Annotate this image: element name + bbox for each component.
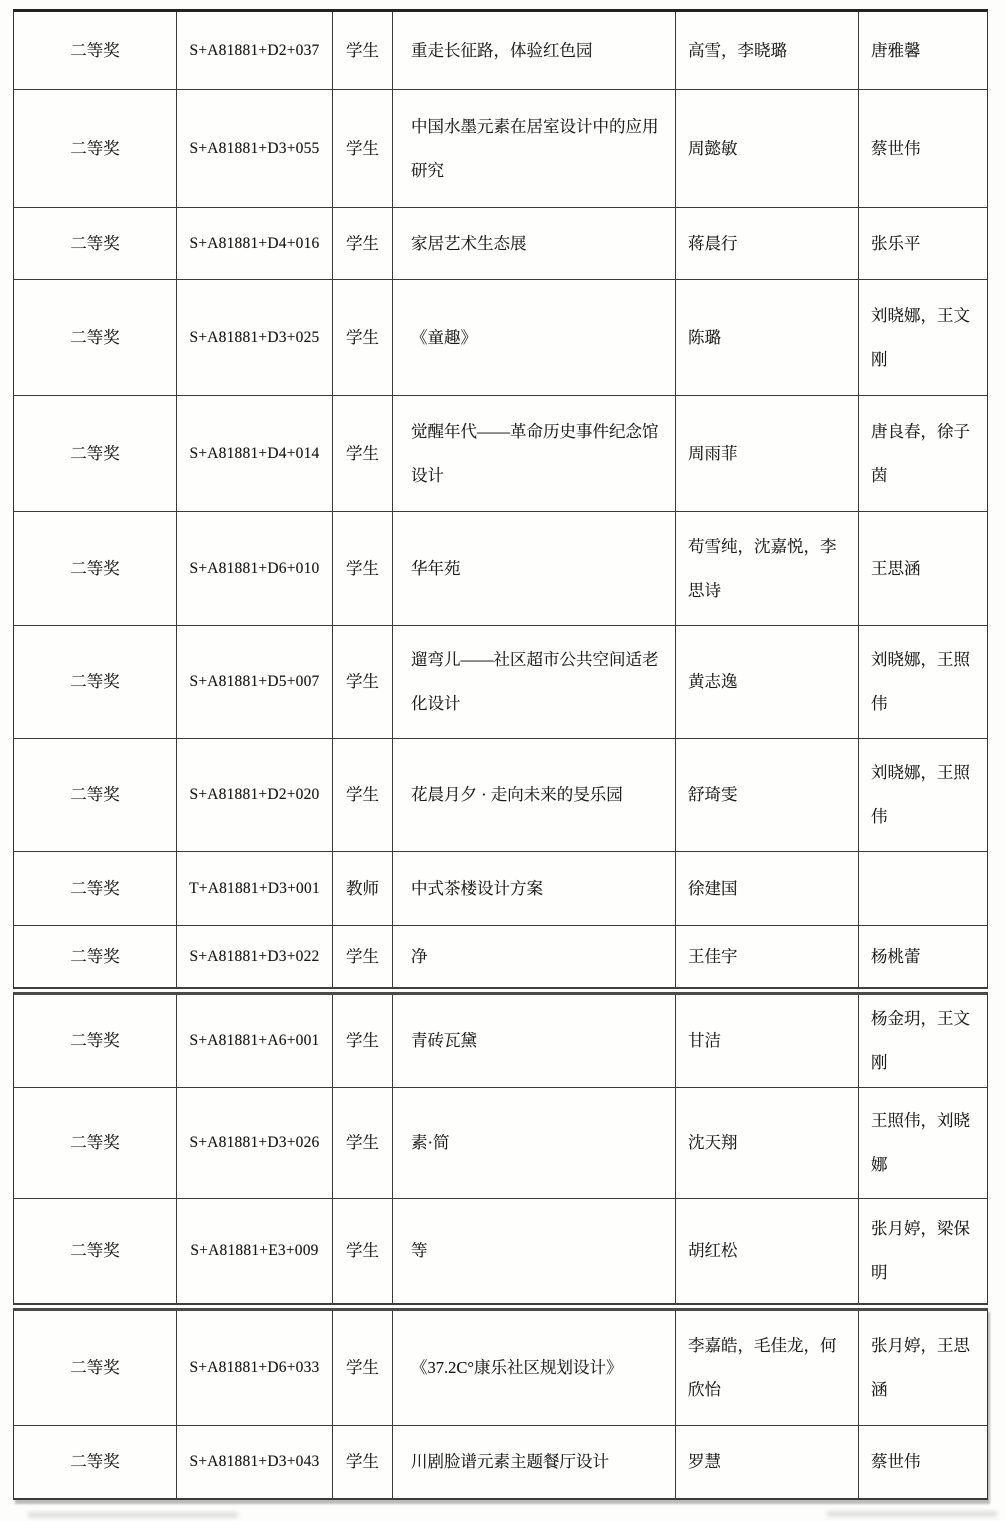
table-row [14,926,987,987]
cell-category-text: 学生 [346,1031,379,1050]
cell-entry-code-text: S+A81881+D4+014 [189,444,320,462]
cell-award-text: 二等奖 [70,1452,120,1471]
cell-entry-code-text: S+A81881+D6+010 [189,559,320,577]
cell-authors [676,995,859,1087]
cell-entry-code-text: S+A81881+D6+033 [189,1359,320,1376]
cell-category [333,626,393,738]
cell-authors [676,280,859,395]
cell-advisors-text: 杨桃蕾 [871,946,921,966]
cell-award [14,90,177,207]
cell-category-text: 学生 [346,946,379,966]
cell-work-title-text: 觉醒年代——革命历史事件纪念馆设计 [411,421,659,485]
cell-award-text: 二等奖 [70,443,120,463]
cell-authors-text: 甘洁 [688,1031,721,1050]
cell-category-text: 学生 [346,40,379,60]
cell-entry-code-text: S+A81881+A6+001 [189,1032,320,1049]
cell-authors-text: 高雪，李晓璐 [688,40,787,60]
cell-work-title [393,1426,676,1498]
cell-authors [676,1426,859,1498]
cell-authors [676,852,859,925]
cell-authors-text: 徐建国 [688,878,738,898]
cell-award [14,626,177,738]
cell-authors-text: 舒琦雯 [688,785,738,804]
cell-advisors [859,90,987,207]
cell-category [333,1311,393,1425]
cell-work-title-text: 遛弯儿——社区超市公共空间适老化设计 [411,650,659,713]
scan-artifact [827,1511,997,1517]
cell-entry-code [177,396,333,511]
cell-entry-code-text: S+A81881+D3+055 [189,139,320,157]
cell-work-title [393,1199,676,1303]
cell-advisors-text: 刘晓娜，王照伟 [871,650,970,713]
cell-award-text: 二等奖 [70,946,120,966]
table-row [14,280,987,396]
cell-authors [676,208,859,279]
cell-advisors [859,852,987,925]
table-row [14,1426,987,1498]
cell-entry-code-text: S+A81881+D2+020 [189,786,320,803]
cell-advisors [859,12,987,89]
cell-authors [676,1311,859,1425]
cell-award [14,926,177,987]
cell-award [14,1199,177,1303]
cell-advisors [859,280,987,395]
cell-award [14,852,177,925]
cell-advisors-text: 蔡世伟 [871,138,921,158]
table-row [14,1199,987,1303]
cell-award-text: 二等奖 [70,1031,120,1050]
cell-category [333,280,393,395]
cell-category [333,1088,393,1198]
cell-category [333,852,393,925]
cell-work-title [393,208,676,279]
cell-work-title [393,926,676,987]
cell-entry-code-text: S+A81881+D3+025 [189,328,320,346]
cell-advisors [859,512,987,625]
cell-work-title-text: 花晨月夕 · 走向未来的旻乐园 [411,785,623,804]
cell-authors [676,626,859,738]
cell-authors [676,1088,859,1198]
cell-work-title [393,626,676,738]
cell-category-text: 学生 [346,558,379,578]
cell-authors-text: 沈天翔 [688,1133,738,1152]
cell-advisors [859,208,987,279]
cell-entry-code [177,1088,333,1198]
table-row [14,512,987,626]
cell-entry-code [177,90,333,207]
cell-work-title-text: 《37.2C°康乐社区规划设计》 [411,1358,623,1377]
cell-entry-code [177,1199,333,1303]
cell-award [14,12,177,89]
cell-entry-code [177,995,333,1087]
table-row [14,1088,987,1199]
cell-award [14,1426,177,1498]
cell-award [14,280,177,395]
cell-authors [676,926,859,987]
table-row [14,12,987,90]
cell-entry-code-text: T+A81881+D3+001 [189,879,320,897]
cell-award [14,739,177,851]
cell-work-title-text: 净 [411,946,428,966]
award-table [13,9,988,1500]
cell-advisors [859,995,987,1087]
table-row [14,626,987,739]
cell-award-text: 二等奖 [70,138,120,158]
cell-advisors-text: 刘晓娜，王照伟 [871,763,970,826]
cell-award-text: 二等奖 [70,558,120,578]
cell-advisors-text: 蔡世伟 [871,1452,921,1471]
cell-entry-code-text: S+A81881+D2+037 [189,41,320,59]
cell-authors [676,90,859,207]
cell-work-title-text: 家居艺术生态展 [411,233,527,253]
table-row [14,852,987,926]
cell-advisors [859,1311,987,1425]
cell-award-text: 二等奖 [70,1241,120,1260]
cell-category [333,512,393,625]
cell-work-title [393,12,676,89]
cell-category-text: 学生 [346,785,379,804]
cell-category-text: 学生 [346,1133,379,1152]
cell-advisors [859,1426,987,1498]
cell-work-title [393,512,676,625]
cell-authors-text: 黄志逸 [688,672,738,691]
cell-authors [676,12,859,89]
cell-authors [676,739,859,851]
cell-work-title-text: 重走长征路，体验红色园 [411,40,593,60]
cell-award-text: 二等奖 [70,327,120,347]
cell-authors-text: 罗慧 [688,1452,721,1471]
cell-award [14,1311,177,1425]
cell-work-title-text: 华年苑 [411,558,461,578]
cell-category [333,995,393,1087]
cell-award-text: 二等奖 [70,672,120,691]
cell-authors-text: 苟雪纯，沈嘉悦，李思诗 [688,536,837,600]
cell-authors-text: 周懿敏 [688,138,738,158]
cell-work-title [393,280,676,395]
cell-award [14,995,177,1087]
cell-advisors [859,926,987,987]
cell-advisors [859,626,987,738]
cell-award-text: 二等奖 [70,40,120,60]
cell-authors-text: 周雨菲 [688,443,738,463]
cell-entry-code [177,280,333,395]
cell-advisors-text: 王照伟，刘晓娜 [871,1111,970,1174]
cell-authors [676,1199,859,1303]
cell-advisors-text: 张月婷，梁保明 [871,1219,970,1282]
cell-work-title-text: 中式茶楼设计方案 [411,878,543,898]
cell-category [333,1199,393,1303]
cell-category-text: 学生 [346,443,379,463]
cell-authors [676,512,859,625]
cell-advisors [859,1088,987,1198]
table-row [14,396,987,512]
cell-entry-code-text: S+A81881+D4+016 [189,234,320,252]
table-page [13,1308,988,1500]
cell-entry-code [177,926,333,987]
cell-entry-code-text: S+A81881+E3+009 [190,1242,319,1259]
table-row [14,90,987,208]
cell-entry-code [177,852,333,925]
cell-authors-text: 陈璐 [688,327,721,347]
cell-category [333,1426,393,1498]
cell-category [333,90,393,207]
cell-work-title [393,852,676,925]
cell-authors-text: 胡红松 [688,1241,738,1260]
cell-advisors-text: 张月婷，王思涵 [871,1336,970,1399]
cell-work-title [393,396,676,511]
cell-work-title [393,1311,676,1425]
cell-entry-code-text: S+A81881+D5+007 [189,673,320,690]
cell-work-title [393,90,676,207]
cell-advisors-text: 张乐平 [871,233,921,253]
cell-category-text: 教师 [346,878,379,898]
cell-advisors-text: 杨金玥，王文刚 [871,1009,970,1072]
table-row [14,995,987,1088]
cell-authors-text: 李嘉皓，毛佳龙，何欣怡 [688,1336,837,1399]
cell-work-title-text: 等 [411,1241,428,1260]
cell-category [333,926,393,987]
cell-category-text: 学生 [346,233,379,253]
cell-work-title-text: 素·简 [411,1133,450,1152]
table-row [14,208,987,280]
cell-category [333,396,393,511]
cell-advisors-text: 唐良春，徐子茵 [871,421,970,485]
cell-award-text: 二等奖 [70,1358,120,1377]
cell-award-text: 二等奖 [70,1133,120,1152]
cell-work-title-text: 川剧脸谱元素主题餐厅设计 [411,1452,609,1471]
cell-award-text: 二等奖 [70,785,120,804]
cell-authors-text: 蒋晨行 [688,233,738,253]
cell-category-text: 学生 [346,1358,379,1377]
cell-category-text: 学生 [346,1241,379,1260]
cell-work-title [393,739,676,851]
scan-artifact [28,1512,238,1518]
cell-award [14,512,177,625]
cell-entry-code [177,1426,333,1498]
cell-work-title-text: 青砖瓦黛 [411,1031,477,1050]
table-row [14,739,987,852]
cell-award [14,396,177,511]
cell-category-text: 学生 [346,327,379,347]
cell-category [333,208,393,279]
table-row [14,1311,987,1426]
cell-entry-code [177,208,333,279]
cell-category-text: 学生 [346,138,379,158]
cell-entry-code-text: S+A81881+D3+022 [189,947,320,965]
cell-award-text: 二等奖 [70,233,120,253]
cell-authors [676,396,859,511]
cell-work-title-text: 《童趣》 [411,327,477,347]
cell-advisors-text: 唐雅馨 [871,40,921,60]
cell-work-title [393,995,676,1087]
cell-entry-code [177,12,333,89]
cell-advisors-text: 王思涵 [871,558,921,578]
cell-category-text: 学生 [346,1452,379,1471]
cell-award-text: 二等奖 [70,878,120,898]
cell-entry-code [177,512,333,625]
table-page [13,992,988,1305]
cell-advisors [859,396,987,511]
cell-work-title-text: 中国水墨元素在居室设计中的应用研究 [411,116,659,180]
cell-entry-code [177,1311,333,1425]
cell-authors-text: 王佳宇 [688,946,738,966]
cell-entry-code [177,626,333,738]
cell-category-text: 学生 [346,672,379,691]
cell-category [333,739,393,851]
cell-work-title [393,1088,676,1198]
cell-advisors-text: 刘晓娜，王文刚 [871,305,970,369]
table-page [13,9,988,989]
cell-award [14,1088,177,1198]
cell-entry-code [177,739,333,851]
cell-category [333,12,393,89]
cell-entry-code-text: S+A81881+D3+043 [189,1453,320,1470]
cell-advisors [859,739,987,851]
cell-advisors [859,1199,987,1303]
cell-award [14,208,177,279]
cell-entry-code-text: S+A81881+D3+026 [189,1134,320,1151]
